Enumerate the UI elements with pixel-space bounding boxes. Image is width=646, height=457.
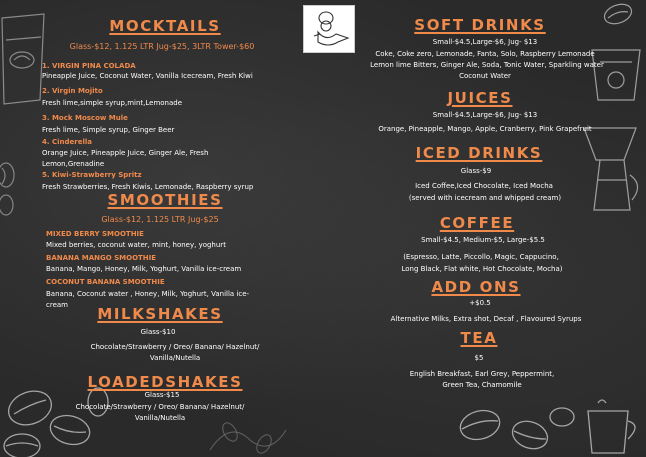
leaf-sketch-icon: [200, 410, 290, 457]
smoothies-heading: SMOOTHIES: [107, 191, 223, 209]
iced-drinks-desc: Iced Coffee,Iced Chocolate, Iced Mocha: [415, 182, 553, 190]
milkshakes-desc: Vanilla/Nutella: [149, 354, 201, 362]
smoothie-item-desc: Banana, Mango, Honey, Milk, Yoghurt, Vanilla ice-cream: [46, 265, 242, 273]
juices-heading: JUICES: [447, 89, 513, 107]
soft-drinks-desc: Lemon lime Bitters, Ginger Ale, Soda, Tonic Water, Sparkling water: [370, 61, 604, 69]
mocktails-heading: MOCKTAILS: [109, 17, 221, 35]
mocktail-item-desc: Fresh Strawberries, Fresh Kiwis, Lemonade, Raspberry syrup: [42, 183, 254, 191]
mocktail-item-name: 1. VIRGIN PINA COLADA: [42, 62, 136, 70]
coffee-desc: (Espresso, Latte, Piccollo, Magic, Cappucino,: [403, 253, 559, 261]
smoothie-item-desc: Banana, Coconut water , Honey, Milk, Yoghurt, Vanilla ice-: [46, 290, 250, 298]
loadedshakes-desc: Vanilla/Nutella: [134, 414, 186, 422]
smoothie-item-name: COCONUT BANANA SMOOTHIE: [46, 278, 165, 286]
mocktail-item-name: 5. Kiwi-Strawberry Spritz: [42, 171, 142, 179]
coffee-pot-icon: [574, 120, 646, 220]
smoothie-item-desc: cream: [46, 301, 68, 309]
milkshakes-desc: Chocolate/Strawberry / Oreo/ Banana/ Hazelnut/: [90, 343, 260, 351]
iced-drinks-heading: ICED DRINKS: [415, 144, 543, 162]
soft-drinks-desc: Coke, Coke zero, Lemonade, Fanta, Solo, Raspberry Lemonade: [375, 50, 595, 58]
mocktail-item-name: 2. Virgin Mojito: [42, 87, 103, 95]
coffee-grinder-icon: [586, 0, 646, 120]
add-ons-heading: ADD ONS: [431, 278, 521, 296]
loadedshakes-desc: Chocolate/Strawberry / Oreo/ Banana/ Hazelnut/: [75, 403, 245, 411]
coffee-heading: COFFEE: [439, 214, 515, 232]
mocktail-item-desc: Lemon,Grenadine: [42, 160, 105, 168]
soft-drinks-heading: SOFT DRINKS: [414, 16, 546, 34]
chef-logo-icon: [303, 5, 355, 53]
smoothie-item-desc: Mixed berries, coconut water, mint, honey, yoghurt: [46, 241, 226, 249]
add-ons-desc: Alternative Milks, Extra shot, Decaf , Flavoured Syrups: [390, 315, 582, 323]
soft-drinks-desc: Coconut Water: [459, 72, 511, 80]
coffee-desc: Long Black, Flat white, Hot Chocolate, Mocha): [401, 265, 563, 273]
add-ons-price: +$0.5: [469, 299, 491, 307]
loadedshakes-price: Glass-$15: [144, 391, 180, 399]
soft-drinks-prices: Small-$4.5,Large-$6, Jug- $13: [432, 38, 538, 46]
milkshakes-price: Glass-$10: [140, 328, 176, 336]
coffee-bean-icon: [0, 160, 20, 220]
mocktails-prices: Glass-$12, 1.125 LTR Jug-$25, 3LTR Tower-$60: [69, 42, 255, 51]
smoothie-item-name: MIXED BERRY SMOOTHIE: [46, 230, 144, 238]
coffee-prices: Small-$4.5, Medium-$5, Large-$5.5: [421, 236, 545, 244]
loadedshakes-heading: LOADEDSHAKES: [87, 373, 243, 391]
smoothies-prices: Glass-$12, 1.125 LTR Jug-$25: [101, 215, 219, 224]
coffee-beans-bottom-right-icon: [450, 395, 580, 457]
mocktail-item-name: 4. Cinderella: [42, 138, 92, 146]
coffee-mug-bottom-right-icon: [578, 395, 646, 457]
mocktail-item-desc: Fresh lime,simple syrup,mint,Lemonade: [42, 99, 183, 107]
milkshakes-heading: MILKSHAKES: [97, 305, 223, 323]
mocktail-item-desc: Fresh lime, Simple syrup, Ginger Beer: [42, 126, 175, 134]
mocktail-item-desc: Orange Juice, Pineapple Juice, Ginger Ale, Fresh: [42, 149, 209, 157]
iced-drinks-price: Glass-$9: [460, 167, 492, 175]
tea-desc: English Breakfast, Earl Grey, Peppermint,: [409, 370, 555, 378]
smoothie-item-name: BANANA MANGO SMOOTHIE: [46, 254, 157, 262]
iced-drinks-desc: (served with icecream and whipped cream): [408, 194, 562, 202]
mocktail-item-name: 3. Mock Moscow Mule: [42, 114, 128, 122]
tea-heading: TEA: [460, 329, 498, 347]
juices-desc: Orange, Pineapple, Mango, Apple, Cranberry, Pink Grapefruit: [378, 125, 592, 133]
tea-price: $5: [474, 354, 484, 362]
tea-desc: Green Tea, Chamomile: [442, 381, 522, 389]
juices-prices: Small-$4.5,Large-$6, Jug- $13: [432, 111, 538, 119]
mocktail-item-desc: Pineapple Juice, Coconut Water, Vanilla Icecream, Fresh Kiwi: [42, 72, 253, 80]
